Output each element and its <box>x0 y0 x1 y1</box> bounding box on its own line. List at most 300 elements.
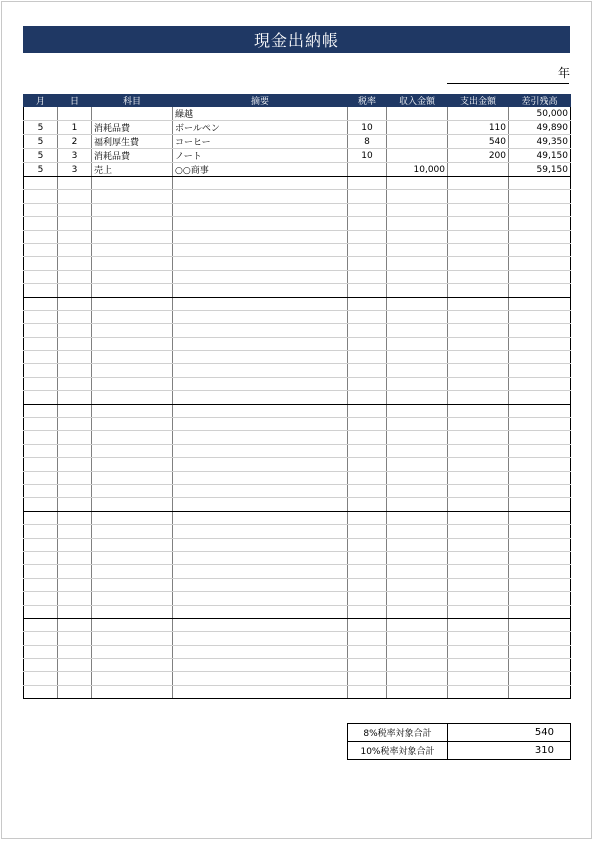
cell-day[interactable] <box>58 217 92 230</box>
cell-subject[interactable] <box>92 565 173 578</box>
cell-expense[interactable] <box>448 364 509 377</box>
cell-tax-rate[interactable] <box>348 498 387 511</box>
cell-subject[interactable] <box>92 217 173 230</box>
cell-day[interactable] <box>58 337 92 350</box>
cell-month[interactable]: 5 <box>24 135 58 149</box>
cell-tax-rate[interactable] <box>348 107 387 121</box>
cell-tax-rate[interactable]: 8 <box>348 135 387 149</box>
cell-balance[interactable] <box>509 284 571 297</box>
cell-balance[interactable] <box>509 431 571 444</box>
cell-balance[interactable]: 49,150 <box>509 149 571 163</box>
cell-description[interactable] <box>173 377 348 390</box>
cell-description[interactable] <box>173 324 348 337</box>
cell-expense[interactable] <box>448 444 509 457</box>
cell-balance[interactable] <box>509 270 571 283</box>
cell-expense[interactable] <box>448 458 509 471</box>
cell-expense[interactable] <box>448 538 509 551</box>
cell-expense[interactable] <box>448 324 509 337</box>
cell-income[interactable] <box>387 484 448 497</box>
cell-balance[interactable] <box>509 351 571 364</box>
cell-income[interactable] <box>387 404 448 417</box>
cell-income[interactable] <box>387 645 448 658</box>
cell-day[interactable]: 2 <box>58 135 92 149</box>
cell-income[interactable] <box>387 565 448 578</box>
cell-subject[interactable] <box>92 484 173 497</box>
cell-subject[interactable] <box>92 324 173 337</box>
cell-income[interactable] <box>387 135 448 149</box>
cell-description[interactable] <box>173 257 348 270</box>
cell-subject[interactable] <box>92 284 173 297</box>
cell-balance[interactable] <box>509 377 571 390</box>
cell-day[interactable] <box>58 511 92 524</box>
cell-day[interactable] <box>58 404 92 417</box>
cell-subject[interactable] <box>92 632 173 645</box>
cell-description[interactable] <box>173 230 348 243</box>
cell-subject[interactable] <box>92 203 173 216</box>
cell-description[interactable] <box>173 297 348 310</box>
cell-description[interactable] <box>173 484 348 497</box>
cell-month[interactable] <box>24 471 58 484</box>
cell-description[interactable] <box>173 284 348 297</box>
cell-tax-rate[interactable] <box>348 632 387 645</box>
cell-tax-rate[interactable]: 10 <box>348 121 387 135</box>
cell-balance[interactable] <box>509 243 571 256</box>
cell-subject[interactable] <box>92 444 173 457</box>
cell-income[interactable] <box>387 121 448 135</box>
cell-income[interactable] <box>387 525 448 538</box>
cell-income[interactable] <box>387 230 448 243</box>
cell-income[interactable] <box>387 310 448 323</box>
cell-tax-rate[interactable] <box>348 297 387 310</box>
cell-income[interactable] <box>387 551 448 564</box>
cell-tax-rate[interactable] <box>348 270 387 283</box>
cell-expense[interactable] <box>448 511 509 524</box>
cell-day[interactable] <box>58 538 92 551</box>
cell-income[interactable] <box>387 458 448 471</box>
cell-expense[interactable] <box>448 243 509 256</box>
cell-expense[interactable] <box>448 592 509 605</box>
cell-expense[interactable] <box>448 217 509 230</box>
cell-balance[interactable] <box>509 418 571 431</box>
cell-subject[interactable] <box>92 364 173 377</box>
cell-description[interactable] <box>173 190 348 203</box>
cell-expense[interactable] <box>448 351 509 364</box>
cell-month[interactable] <box>24 243 58 256</box>
cell-subject[interactable] <box>92 498 173 511</box>
cell-expense[interactable] <box>448 618 509 631</box>
cell-description[interactable] <box>173 391 348 404</box>
cell-tax-rate[interactable] <box>348 257 387 270</box>
cell-balance[interactable] <box>509 645 571 658</box>
cell-subject[interactable] <box>92 230 173 243</box>
cell-day[interactable] <box>58 578 92 591</box>
cell-subject[interactable] <box>92 418 173 431</box>
cell-description[interactable] <box>173 310 348 323</box>
cell-day[interactable] <box>58 632 92 645</box>
cell-day[interactable] <box>58 471 92 484</box>
cell-day[interactable] <box>58 324 92 337</box>
cell-month[interactable] <box>24 645 58 658</box>
cell-description[interactable] <box>173 243 348 256</box>
cell-subject[interactable] <box>92 270 173 283</box>
cell-subject[interactable] <box>92 659 173 672</box>
cell-day[interactable]: 3 <box>58 149 92 163</box>
cell-balance[interactable] <box>509 310 571 323</box>
cell-tax-rate[interactable] <box>348 484 387 497</box>
cell-income[interactable] <box>387 418 448 431</box>
cell-expense[interactable]: 540 <box>448 135 509 149</box>
cell-tax-rate[interactable] <box>348 431 387 444</box>
cell-month[interactable] <box>24 391 58 404</box>
cell-balance[interactable] <box>509 217 571 230</box>
cell-month[interactable] <box>24 444 58 457</box>
cell-description[interactable] <box>173 565 348 578</box>
cell-tax-rate[interactable] <box>348 190 387 203</box>
cell-expense[interactable] <box>448 578 509 591</box>
summary-value[interactable]: 540 <box>448 724 571 742</box>
cell-description[interactable] <box>173 592 348 605</box>
cell-subject[interactable] <box>92 257 173 270</box>
cell-tax-rate[interactable] <box>348 203 387 216</box>
cell-description[interactable] <box>173 551 348 564</box>
cell-expense[interactable] <box>448 404 509 417</box>
cell-month[interactable] <box>24 458 58 471</box>
cell-description[interactable] <box>173 645 348 658</box>
cell-description[interactable]: コーヒー <box>173 135 348 149</box>
cell-subject[interactable] <box>92 645 173 658</box>
cell-month[interactable] <box>24 592 58 605</box>
cell-month[interactable] <box>24 230 58 243</box>
cell-income[interactable] <box>387 284 448 297</box>
cell-income[interactable] <box>387 672 448 685</box>
cell-month[interactable] <box>24 297 58 310</box>
cell-subject[interactable] <box>92 297 173 310</box>
cell-income[interactable] <box>387 270 448 283</box>
cell-month[interactable] <box>24 525 58 538</box>
cell-month[interactable] <box>24 685 58 698</box>
cell-tax-rate[interactable] <box>348 592 387 605</box>
cell-income[interactable] <box>387 659 448 672</box>
cell-subject[interactable] <box>92 471 173 484</box>
cell-expense[interactable] <box>448 551 509 564</box>
cell-day[interactable] <box>58 107 92 121</box>
cell-tax-rate[interactable] <box>348 337 387 350</box>
cell-description[interactable] <box>173 672 348 685</box>
cell-day[interactable] <box>58 565 92 578</box>
cell-month[interactable] <box>24 578 58 591</box>
cell-day[interactable] <box>58 391 92 404</box>
cell-income[interactable] <box>387 605 448 618</box>
cell-description[interactable] <box>173 618 348 631</box>
cell-tax-rate[interactable] <box>348 525 387 538</box>
cell-month[interactable] <box>24 217 58 230</box>
cell-day[interactable] <box>58 605 92 618</box>
cell-tax-rate[interactable] <box>348 444 387 457</box>
cell-income[interactable] <box>387 364 448 377</box>
cell-balance[interactable] <box>509 659 571 672</box>
cell-description[interactable] <box>173 364 348 377</box>
cell-balance[interactable] <box>509 391 571 404</box>
summary-value[interactable]: 310 <box>448 742 571 760</box>
cell-day[interactable] <box>58 177 92 190</box>
cell-income[interactable] <box>387 391 448 404</box>
cell-tax-rate[interactable] <box>348 538 387 551</box>
cell-income[interactable] <box>387 511 448 524</box>
cell-income[interactable] <box>387 297 448 310</box>
cell-expense[interactable] <box>448 270 509 283</box>
cell-day[interactable] <box>58 230 92 243</box>
cell-subject[interactable] <box>92 685 173 698</box>
cell-income[interactable] <box>387 498 448 511</box>
cell-expense[interactable] <box>448 163 509 177</box>
cell-month[interactable] <box>24 511 58 524</box>
cell-tax-rate[interactable] <box>348 404 387 417</box>
cell-description[interactable]: ○○商事 <box>173 163 348 177</box>
cell-balance[interactable] <box>509 458 571 471</box>
cell-subject[interactable] <box>92 177 173 190</box>
cell-description[interactable] <box>173 404 348 417</box>
cell-balance[interactable] <box>509 203 571 216</box>
cell-tax-rate[interactable] <box>348 471 387 484</box>
cell-income[interactable] <box>387 632 448 645</box>
cell-income[interactable] <box>387 217 448 230</box>
cell-tax-rate[interactable] <box>348 243 387 256</box>
cell-balance[interactable] <box>509 498 571 511</box>
cell-expense[interactable] <box>448 645 509 658</box>
cell-month[interactable] <box>24 257 58 270</box>
cell-tax-rate[interactable] <box>348 230 387 243</box>
cell-day[interactable] <box>58 377 92 390</box>
cell-balance[interactable] <box>509 565 571 578</box>
cell-balance[interactable] <box>509 511 571 524</box>
cell-expense[interactable] <box>448 418 509 431</box>
cell-day[interactable] <box>58 297 92 310</box>
cell-balance[interactable] <box>509 190 571 203</box>
cell-balance[interactable] <box>509 605 571 618</box>
cell-expense[interactable] <box>448 659 509 672</box>
cell-balance[interactable] <box>509 364 571 377</box>
cell-day[interactable]: 1 <box>58 121 92 135</box>
cell-balance[interactable]: 50,000 <box>509 107 571 121</box>
cell-month[interactable] <box>24 284 58 297</box>
cell-expense[interactable] <box>448 257 509 270</box>
cell-income[interactable] <box>387 592 448 605</box>
cell-income[interactable] <box>387 107 448 121</box>
cell-description[interactable] <box>173 605 348 618</box>
cell-tax-rate[interactable] <box>348 284 387 297</box>
cell-tax-rate[interactable] <box>348 391 387 404</box>
cell-day[interactable]: 3 <box>58 163 92 177</box>
cell-description[interactable] <box>173 659 348 672</box>
cell-subject[interactable] <box>92 511 173 524</box>
cell-income[interactable] <box>387 578 448 591</box>
cell-balance[interactable] <box>509 672 571 685</box>
cell-tax-rate[interactable] <box>348 645 387 658</box>
cell-balance[interactable] <box>509 685 571 698</box>
cell-month[interactable] <box>24 107 58 121</box>
cell-subject[interactable] <box>92 431 173 444</box>
cell-tax-rate[interactable] <box>348 377 387 390</box>
cell-income[interactable] <box>387 190 448 203</box>
cell-month[interactable] <box>24 551 58 564</box>
cell-expense[interactable] <box>448 632 509 645</box>
cell-expense[interactable] <box>448 672 509 685</box>
cell-subject[interactable] <box>92 525 173 538</box>
cell-balance[interactable] <box>509 578 571 591</box>
cell-month[interactable] <box>24 203 58 216</box>
cell-subject[interactable] <box>92 337 173 350</box>
cell-description[interactable] <box>173 525 348 538</box>
cell-month[interactable] <box>24 351 58 364</box>
cell-day[interactable] <box>58 364 92 377</box>
cell-expense[interactable] <box>448 605 509 618</box>
cell-income[interactable] <box>387 257 448 270</box>
cell-tax-rate[interactable] <box>348 578 387 591</box>
cell-income[interactable] <box>387 324 448 337</box>
cell-tax-rate[interactable]: 10 <box>348 149 387 163</box>
cell-day[interactable] <box>58 444 92 457</box>
cell-month[interactable] <box>24 377 58 390</box>
cell-day[interactable] <box>58 203 92 216</box>
cell-subject[interactable] <box>92 672 173 685</box>
cell-day[interactable] <box>58 418 92 431</box>
cell-income[interactable] <box>387 203 448 216</box>
cell-subject[interactable] <box>92 605 173 618</box>
cell-description[interactable] <box>173 578 348 591</box>
cell-day[interactable] <box>58 484 92 497</box>
cell-subject[interactable] <box>92 243 173 256</box>
cell-day[interactable] <box>58 351 92 364</box>
cell-subject[interactable] <box>92 618 173 631</box>
cell-expense[interactable] <box>448 337 509 350</box>
cell-balance[interactable] <box>509 177 571 190</box>
cell-income[interactable] <box>387 444 448 457</box>
cell-income[interactable] <box>387 538 448 551</box>
cell-balance[interactable] <box>509 618 571 631</box>
cell-day[interactable] <box>58 645 92 658</box>
cell-balance[interactable] <box>509 538 571 551</box>
cell-month[interactable] <box>24 177 58 190</box>
cell-subject[interactable] <box>92 578 173 591</box>
cell-subject[interactable] <box>92 310 173 323</box>
cell-description[interactable] <box>173 177 348 190</box>
cell-day[interactable] <box>58 551 92 564</box>
cell-tax-rate[interactable] <box>348 163 387 177</box>
cell-balance[interactable] <box>509 551 571 564</box>
cell-month[interactable] <box>24 364 58 377</box>
cell-subject[interactable] <box>92 551 173 564</box>
cell-description[interactable] <box>173 337 348 350</box>
cell-tax-rate[interactable] <box>348 324 387 337</box>
cell-day[interactable] <box>58 431 92 444</box>
cell-month[interactable]: 5 <box>24 163 58 177</box>
cell-description[interactable] <box>173 538 348 551</box>
cell-income[interactable] <box>387 431 448 444</box>
cell-subject[interactable] <box>92 190 173 203</box>
cell-tax-rate[interactable] <box>348 310 387 323</box>
cell-expense[interactable] <box>448 203 509 216</box>
cell-expense[interactable]: 110 <box>448 121 509 135</box>
cell-subject[interactable]: 消耗品費 <box>92 121 173 135</box>
cell-description[interactable] <box>173 511 348 524</box>
cell-income[interactable] <box>387 337 448 350</box>
cell-day[interactable] <box>58 498 92 511</box>
cell-subject[interactable] <box>92 538 173 551</box>
cell-month[interactable] <box>24 618 58 631</box>
cell-tax-rate[interactable] <box>348 177 387 190</box>
cell-expense[interactable] <box>448 107 509 121</box>
cell-expense[interactable] <box>448 284 509 297</box>
cell-day[interactable] <box>58 458 92 471</box>
cell-expense[interactable]: 200 <box>448 149 509 163</box>
cell-day[interactable] <box>58 685 92 698</box>
cell-income[interactable] <box>387 351 448 364</box>
cell-expense[interactable] <box>448 685 509 698</box>
cell-month[interactable] <box>24 310 58 323</box>
cell-subject[interactable] <box>92 391 173 404</box>
cell-subject[interactable] <box>92 458 173 471</box>
cell-month[interactable] <box>24 672 58 685</box>
cell-month[interactable] <box>24 431 58 444</box>
cell-expense[interactable] <box>448 498 509 511</box>
cell-income[interactable] <box>387 377 448 390</box>
cell-expense[interactable] <box>448 525 509 538</box>
cell-description[interactable] <box>173 498 348 511</box>
cell-balance[interactable] <box>509 257 571 270</box>
cell-expense[interactable] <box>448 310 509 323</box>
cell-balance[interactable] <box>509 337 571 350</box>
cell-tax-rate[interactable] <box>348 364 387 377</box>
cell-expense[interactable] <box>448 230 509 243</box>
cell-month[interactable]: 5 <box>24 149 58 163</box>
cell-balance[interactable] <box>509 592 571 605</box>
cell-balance[interactable] <box>509 471 571 484</box>
cell-balance[interactable] <box>509 297 571 310</box>
cell-income[interactable] <box>387 618 448 631</box>
cell-description[interactable] <box>173 431 348 444</box>
cell-tax-rate[interactable] <box>348 672 387 685</box>
cell-day[interactable] <box>58 672 92 685</box>
cell-month[interactable] <box>24 190 58 203</box>
cell-expense[interactable] <box>448 431 509 444</box>
cell-month[interactable] <box>24 324 58 337</box>
cell-balance[interactable]: 49,350 <box>509 135 571 149</box>
cell-subject[interactable]: 売上 <box>92 163 173 177</box>
cell-description[interactable] <box>173 632 348 645</box>
cell-day[interactable] <box>58 190 92 203</box>
cell-balance[interactable]: 59,150 <box>509 163 571 177</box>
cell-income[interactable] <box>387 685 448 698</box>
cell-month[interactable] <box>24 659 58 672</box>
cell-day[interactable] <box>58 592 92 605</box>
cell-month[interactable] <box>24 484 58 497</box>
cell-balance[interactable] <box>509 525 571 538</box>
cell-subject[interactable] <box>92 107 173 121</box>
cell-day[interactable] <box>58 618 92 631</box>
cell-month[interactable] <box>24 418 58 431</box>
cell-description[interactable]: 繰越 <box>173 107 348 121</box>
cell-description[interactable]: ノート <box>173 149 348 163</box>
cell-income[interactable]: 10,000 <box>387 163 448 177</box>
cell-month[interactable] <box>24 404 58 417</box>
cell-balance[interactable] <box>509 230 571 243</box>
cell-balance[interactable] <box>509 444 571 457</box>
cell-day[interactable] <box>58 659 92 672</box>
cell-tax-rate[interactable] <box>348 551 387 564</box>
cell-tax-rate[interactable] <box>348 605 387 618</box>
cell-description[interactable] <box>173 444 348 457</box>
cell-subject[interactable] <box>92 377 173 390</box>
